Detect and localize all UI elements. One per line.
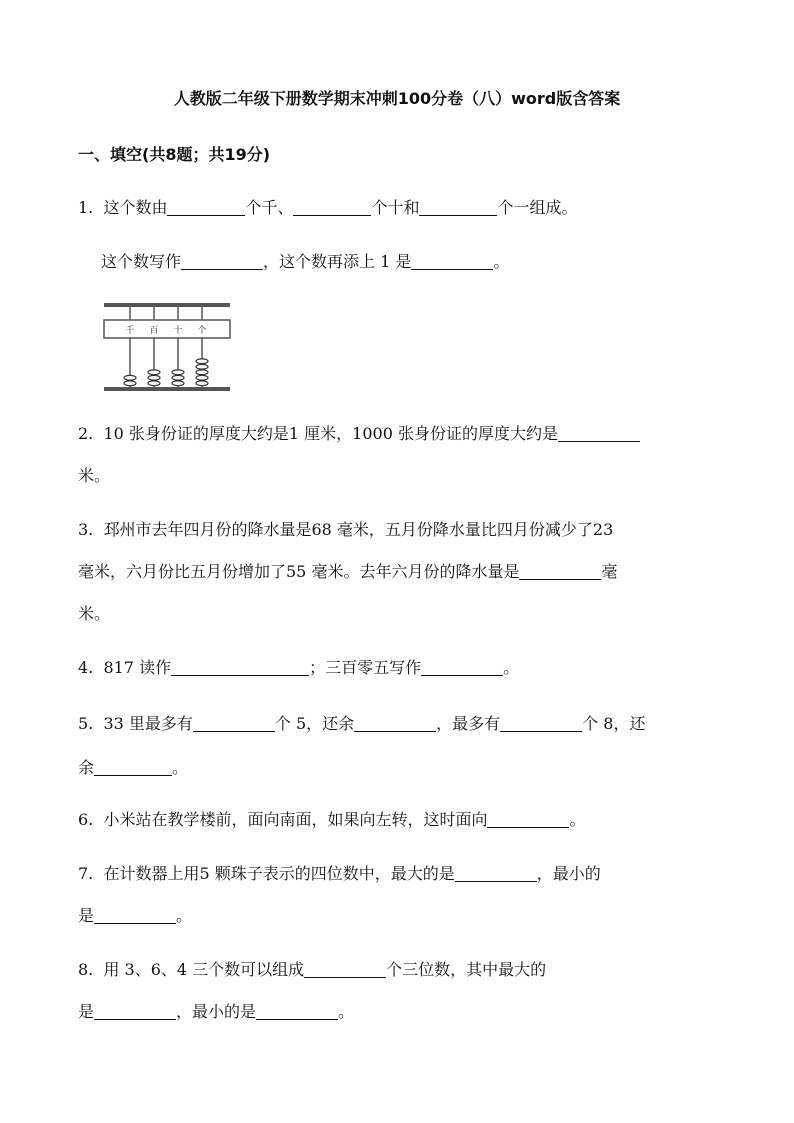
abacus-bead — [124, 375, 136, 380]
abacus-bead — [172, 370, 184, 375]
question-number: 3. — [78, 520, 94, 539]
abacus-bead — [172, 375, 184, 380]
question-text: 毫 — [601, 562, 618, 581]
question-number: 8. — [78, 960, 94, 979]
abacus-bead — [196, 381, 208, 386]
answer-blank[interactable] — [193, 715, 275, 732]
answer-blank[interactable] — [455, 865, 537, 882]
question-text: 个千、 — [245, 198, 294, 217]
question-number: 5. — [78, 714, 94, 733]
question-8-line-2 — [78, 1002, 354, 1022]
answer-blank[interactable] — [558, 425, 640, 442]
abacus-bead — [196, 370, 208, 375]
abacus-bead — [196, 364, 208, 369]
answer-blank[interactable] — [94, 759, 172, 776]
question-2-line-1 — [78, 424, 640, 444]
question-text: 。 — [569, 810, 586, 829]
answer-blank[interactable] — [167, 199, 245, 216]
question-text: 个三位数，其中最大的 — [386, 960, 547, 979]
question-text: 个 5，还余 — [274, 714, 355, 733]
answer-blank[interactable] — [487, 811, 569, 828]
question-5-line-2 — [78, 758, 188, 778]
abacus-place-label: 百 — [149, 326, 159, 336]
answer-blank[interactable] — [256, 1003, 338, 1020]
question-text: ，最多有 — [436, 714, 501, 733]
answer-blank[interactable] — [519, 563, 601, 580]
question-number: 1. — [78, 198, 94, 217]
answer-blank[interactable] — [500, 715, 582, 732]
question-3-line-2 — [78, 562, 617, 582]
question-text: 这个数写作 — [101, 252, 182, 271]
question-5-line-1 — [78, 714, 645, 734]
question-3-line-1 — [78, 520, 613, 540]
question-text: 小米站在教学楼前，面向南面，如果向左转，这时面向 — [103, 810, 488, 829]
question-text: 。 — [493, 252, 510, 271]
abacus-bead — [148, 381, 160, 386]
question-text: 毫米，六月份比五月份增加了55 毫米。去年六月份的降水量是 — [78, 562, 520, 581]
question-text: 。 — [176, 906, 193, 925]
section-heading: 一、填空(共8题；共19分) — [78, 145, 271, 164]
question-text: 个 8，还 — [582, 714, 646, 733]
question-3-line-3 — [78, 604, 110, 624]
question-number: 4. — [78, 658, 94, 677]
question-text: ，这个数再添上 1 是 — [263, 252, 412, 271]
answer-blank[interactable] — [411, 253, 493, 270]
answer-blank[interactable] — [94, 1003, 176, 1020]
abacus-place-label: 个 — [197, 326, 207, 336]
abacus-place-label: 千 — [125, 326, 135, 336]
question-6-line-1 — [78, 810, 585, 830]
question-text: 米。 — [78, 466, 111, 485]
question-2-line-2 — [78, 466, 110, 486]
answer-blank[interactable] — [304, 961, 386, 978]
question-number: 6. — [78, 810, 94, 829]
question-text: 邳州市去年四月份的降水量是68 毫米，五月份降水量比四月份减少了23 — [103, 520, 614, 539]
document-title: 人教版二年级下册数学期末冲刺100分卷（八）word版含答案 — [173, 89, 621, 108]
abacus-bead — [124, 381, 136, 386]
question-text: 33 里最多有 — [103, 714, 193, 733]
abacus-frame — [104, 303, 230, 391]
abacus-figure — [100, 300, 235, 396]
abacus-bead — [196, 359, 208, 364]
question-text: 是 — [78, 1002, 95, 1021]
question-number: 7. — [78, 864, 94, 883]
question-text: 用 3、6、4 三个数可以组成 — [103, 960, 305, 979]
abacus-bead — [196, 375, 208, 380]
abacus-bead — [172, 381, 184, 386]
question-text: 。 — [172, 758, 189, 777]
question-1-line-1 — [78, 198, 578, 218]
question-8-line-1 — [78, 960, 546, 980]
question-text: ，最小的是 — [176, 1002, 257, 1021]
abacus-bead — [148, 370, 160, 375]
answer-blank[interactable] — [171, 659, 309, 676]
question-text: 个十和 — [371, 198, 420, 217]
question-text: 米。 — [78, 604, 111, 623]
question-text: 这个数由 — [103, 198, 168, 217]
answer-blank[interactable] — [421, 659, 503, 676]
abacus-place-label: 十 — [173, 326, 183, 336]
question-text: ，最小的 — [536, 864, 601, 883]
question-text: 10 张身份证的厚度大约是1 厘米，1000 张身份证的厚度大约是 — [103, 424, 558, 443]
question-number: 2. — [78, 424, 94, 443]
question-text: 817 读作 — [103, 658, 172, 677]
answer-blank[interactable] — [94, 907, 176, 924]
answer-blank[interactable] — [181, 253, 263, 270]
question-7-line-1 — [78, 864, 601, 884]
question-text: ；三百零五写作 — [309, 658, 422, 677]
abacus-bead — [148, 375, 160, 380]
question-4-line-1 — [78, 658, 519, 678]
question-1-line-2 — [101, 252, 509, 272]
question-7-line-2 — [78, 906, 192, 926]
answer-blank[interactable] — [419, 199, 497, 216]
question-text: 在计数器上用5 颗珠子表示的四位数中，最大的是 — [103, 864, 455, 883]
question-text: 。 — [338, 1002, 355, 1021]
question-text: 余 — [78, 758, 95, 777]
answer-blank[interactable] — [354, 715, 436, 732]
answer-blank[interactable] — [293, 199, 371, 216]
question-text: 是 — [78, 906, 95, 925]
question-text: 个一组成。 — [497, 198, 578, 217]
question-text: 。 — [503, 658, 520, 677]
